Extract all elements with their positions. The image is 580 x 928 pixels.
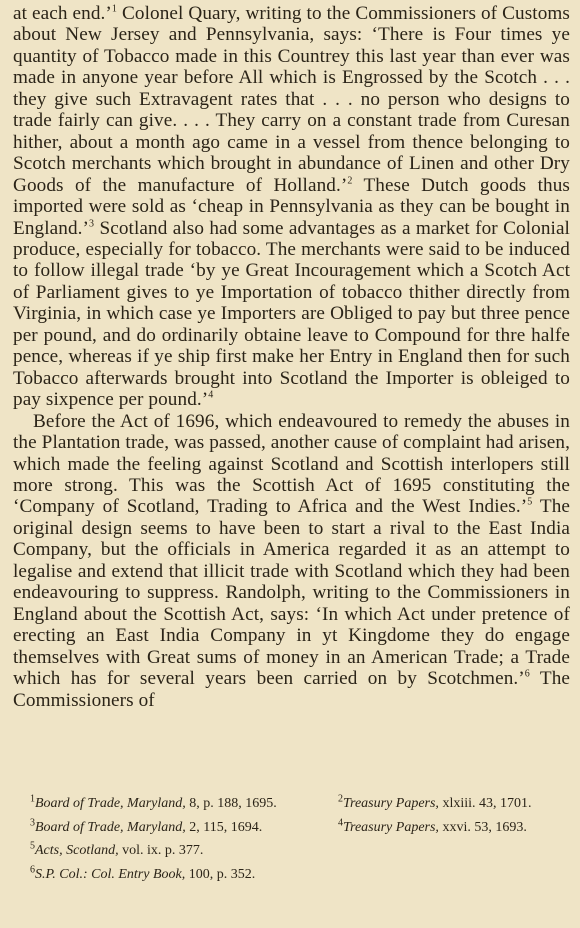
footnote-4	[338, 816, 572, 840]
footnote-row	[30, 792, 572, 816]
footnote-row	[30, 839, 572, 863]
footnote-2	[338, 792, 572, 816]
text-run: These Dutch goods thus imported were sold as ‘cheap in Pennsylvania as they can be bought in England.’	[13, 174, 570, 239]
paragraph-act-of-1696	[13, 411, 570, 711]
text-run: The original design seems to have been to start a rival to the East India Company, but the officials in America regarded it as an attempt to legalise and extend that illicit trade with Scotland which they had been endeavouring to suppress. Randolph, writing to the Commissioners in England about the Scottish Act, says: ‘In which Act under pretence of erecting an East India Company in yt Kingdome they do engage themselves with Great sums of money in an American Trade; a Trade which has for several years been carried on by Scotchmen.’	[13, 496, 571, 690]
footnote-source: Board of Trade, Maryland,	[35, 819, 186, 835]
footnote-ref: 100, p. 352.	[185, 866, 256, 882]
footnote-ref: 8, p. 188, 1695.	[185, 796, 277, 811]
footnote-ref: vol. ix. p. 377.	[118, 843, 204, 858]
footnote-row	[30, 816, 572, 840]
footnote-marker: 5	[527, 497, 533, 509]
footnote-3	[30, 816, 338, 840]
footnote-5	[30, 839, 203, 863]
footnote-marker: 6	[524, 668, 530, 680]
footnote-source: Board of Trade, Maryland,	[35, 796, 186, 811]
footnote-number: 5	[30, 840, 35, 852]
footnote-marker: 1	[111, 3, 118, 15]
footnote-number: 4	[338, 816, 343, 828]
footnote-source: Treasury Papers,	[343, 819, 439, 835]
footnote-6	[30, 863, 255, 887]
footnote-number: 1	[30, 793, 35, 805]
footnotes	[30, 792, 572, 886]
main-text	[13, 3, 570, 711]
text-run: Colonel Quary, writing to the Commissioners of Customs about New Jersey and Pennsylvania, says: ‘There is Four times ye quantity of Tobacco made in this Countrey this last year than ever was made in anyone year before All which is Engrossed by the Scotch . . . they give such Extravagent rates that . . . no person who designs to trade fairly can give. . . . They carry on a constant trade from Curesan hither, about a month ago came in a vessel from thence belonging to Scotch merchants which brought in abundance of Linen and other Dry Goods of the manufacture of Holland.’	[13, 3, 570, 196]
footnote-row	[30, 863, 572, 887]
text-run: The Commissioners of	[13, 668, 570, 711]
footnote-number: 2	[338, 793, 343, 805]
footnote-number: 6	[30, 863, 35, 875]
text-run: Before the Act of 1696, which endeavoured to remedy the abuses in the Plantation trade, was passed, another cause of complaint had arisen, which made the feeling against Scotland and Scottish interlopers still more strong. This was the Scottish Act of 1695 constituting the ‘Company of Scotland, Trading to Africa and the West Indies.’	[13, 410, 570, 518]
footnote-ref: 2, 115, 1694.	[185, 819, 263, 835]
footnote-source: Treasury Papers,	[343, 796, 439, 811]
footnote-source: S.P. Col.: Col. Entry Book,	[35, 866, 186, 882]
text-run: Scotland also had some advantages as a market for Colonial produce, especially for tobacco. The merchants were said to be induced to follow illegal trade ‘by ye Great Incouragement which a Scotch Act of Parliament gives to ye Importation of tobacco thither directly from Virginia, in which case ye Importers are Obliged to pay but three pence per pound, and do ordinarily obtaine leave to Compound for thre halfe pence, whereas if ye ship first make her Entry in England then for such Tobacco afterwards brought into Scotland the Importer is obleiged to pay sixpence per pound.’	[13, 217, 570, 411]
footnote-number: 3	[30, 816, 35, 828]
footnote-marker: 3	[89, 218, 95, 230]
footnote-source: Acts, Scotland,	[35, 843, 119, 858]
footnote-marker: 2	[347, 175, 353, 187]
text-run: at each end.’	[13, 3, 112, 24]
footnote-1	[30, 792, 338, 816]
paragraph-continued	[13, 3, 570, 411]
footnote-marker: 4	[208, 389, 214, 401]
footnote-ref: xxvi. 53, 1693.	[438, 819, 527, 835]
footnote-ref: xlxiii. 43, 1701.	[438, 796, 532, 811]
